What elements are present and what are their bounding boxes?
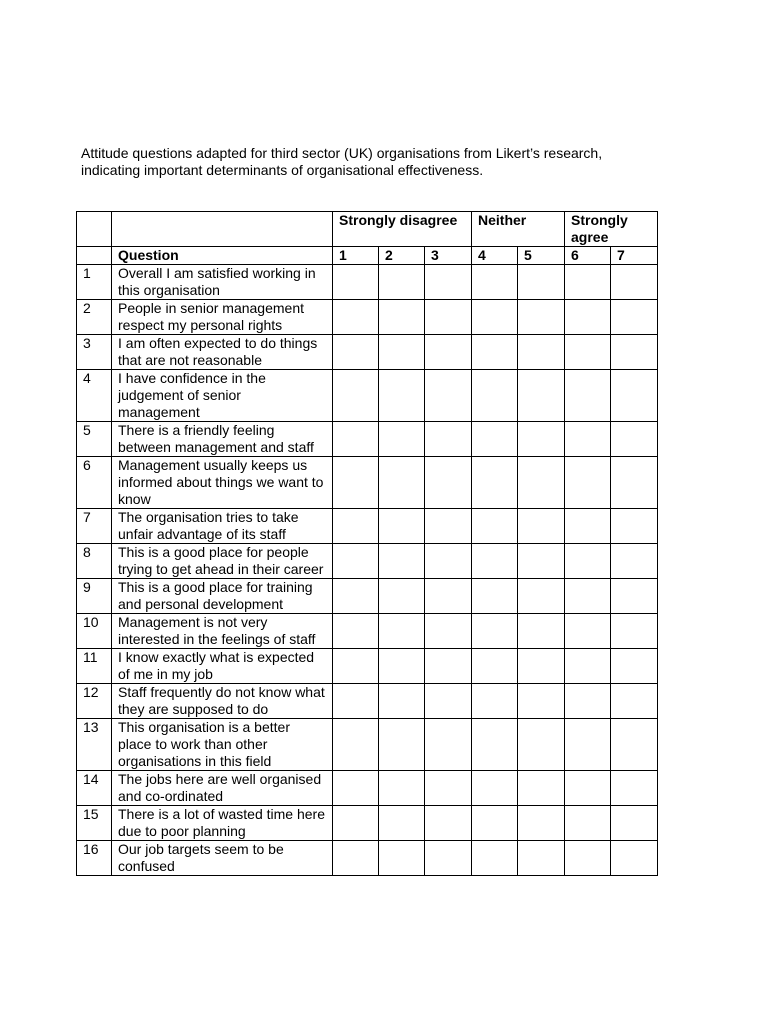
question-number: 13 [77,719,112,771]
rating-cell-1[interactable] [333,684,379,719]
rating-cell-4[interactable] [472,684,518,719]
rating-cell-6[interactable] [565,771,611,806]
rating-cell-2[interactable] [379,370,425,422]
rating-cell-2[interactable] [379,771,425,806]
question-text: Overall I am satisfied working in this organisation [112,265,333,300]
rating-cell-5[interactable] [518,719,565,771]
likert-survey-table [76,211,658,876]
rating-cell-6[interactable] [565,806,611,841]
rating-cell-5[interactable] [518,509,565,544]
rating-cell-6[interactable] [565,422,611,457]
question-number: 3 [77,335,112,370]
question-text: There is a lot of wasted time here due to poor planning [112,806,333,841]
intro-line-1: Attitude questions adapted for third sector (UK) organisations from Likert’s research, [81,145,603,161]
strongly-agree-header: Strongly agree [565,212,658,247]
question-row [77,265,658,300]
rating-cell-7[interactable] [611,335,658,370]
rating-cell-6[interactable] [565,370,611,422]
rating-cell-5[interactable] [518,579,565,614]
rating-cell-3[interactable] [425,335,472,370]
rating-cell-3[interactable] [425,684,472,719]
question-row [77,684,658,719]
rating-cell-3[interactable] [425,614,472,649]
strongly-disagree-header: Strongly disagree [333,212,472,247]
rating-cell-6[interactable] [565,719,611,771]
scale-number-7: 7 [611,247,658,265]
rating-cell-1[interactable] [333,719,379,771]
question-row [77,719,658,771]
rating-cell-3[interactable] [425,719,472,771]
rating-cell-3[interactable] [425,265,472,300]
rating-cell-7[interactable] [611,806,658,841]
rating-cell-4[interactable] [472,422,518,457]
question-text: I am often expected to do things that are not reasonable [112,335,333,370]
rating-cell-7[interactable] [611,649,658,684]
rating-cell-6[interactable] [565,544,611,579]
rating-cell-3[interactable] [425,457,472,509]
rating-cell-4[interactable] [472,300,518,335]
empty-header-cell [112,212,333,247]
scale-number-5: 5 [518,247,565,265]
scale-number-3: 3 [425,247,472,265]
rating-cell-3[interactable] [425,300,472,335]
rating-cell-4[interactable] [472,649,518,684]
rating-cell-6[interactable] [565,649,611,684]
rating-cell-7[interactable] [611,579,658,614]
rating-cell-6[interactable] [565,841,611,876]
question-number: 12 [77,684,112,719]
question-text: Management is not very interested in the feelings of staff [112,614,333,649]
rating-cell-7[interactable] [611,265,658,300]
rating-cell-7[interactable] [611,614,658,649]
question-row [77,649,658,684]
question-text: People in senior management respect my personal rights [112,300,333,335]
rating-cell-3[interactable] [425,806,472,841]
rating-cell-5[interactable] [518,422,565,457]
rating-cell-2[interactable] [379,422,425,457]
question-number: 15 [77,806,112,841]
rating-cell-7[interactable] [611,841,658,876]
rating-cell-6[interactable] [565,457,611,509]
rating-cell-4[interactable] [472,509,518,544]
rating-cell-1[interactable] [333,579,379,614]
rating-cell-1[interactable] [333,370,379,422]
question-text: I have confidence in the judgement of senior management [112,370,333,422]
rating-cell-3[interactable] [425,509,472,544]
scale-number-2: 2 [379,247,425,265]
question-row [77,544,658,579]
rating-cell-1[interactable] [333,614,379,649]
rating-cell-5[interactable] [518,684,565,719]
rating-cell-3[interactable] [425,544,472,579]
question-number: 7 [77,509,112,544]
rating-cell-1[interactable] [333,422,379,457]
rating-cell-2[interactable] [379,684,425,719]
question-number: 1 [77,265,112,300]
question-number: 9 [77,579,112,614]
question-row [77,335,658,370]
rating-cell-1[interactable] [333,509,379,544]
rating-cell-3[interactable] [425,771,472,806]
rating-cell-4[interactable] [472,614,518,649]
question-text: I know exactly what is expected of me in my job [112,649,333,684]
rating-cell-1[interactable] [333,457,379,509]
question-text: Our job targets seem to be confused [112,841,333,876]
rating-cell-2[interactable] [379,579,425,614]
column-header-row [77,247,658,265]
rating-cell-2[interactable] [379,265,425,300]
rating-cell-4[interactable] [472,265,518,300]
rating-cell-2[interactable] [379,806,425,841]
empty-header-cell [77,247,112,265]
rating-cell-7[interactable] [611,719,658,771]
question-number: 2 [77,300,112,335]
rating-cell-3[interactable] [425,841,472,876]
rating-cell-2[interactable] [379,649,425,684]
rating-cell-4[interactable] [472,841,518,876]
rating-cell-4[interactable] [472,457,518,509]
rating-cell-2[interactable] [379,614,425,649]
rating-cell-6[interactable] [565,684,611,719]
question-text: This organisation is a better place to work than other organisations in this field [112,719,333,771]
rating-cell-1[interactable] [333,771,379,806]
empty-header-cell [77,212,112,247]
rating-cell-5[interactable] [518,457,565,509]
rating-cell-5[interactable] [518,841,565,876]
rating-cell-5[interactable] [518,300,565,335]
rating-cell-4[interactable] [472,579,518,614]
rating-cell-7[interactable] [611,509,658,544]
rating-cell-3[interactable] [425,422,472,457]
rating-cell-7[interactable] [611,684,658,719]
question-text: The jobs here are well organised and co-ordinated [112,771,333,806]
intro-line-2: indicating important determinants of organisational effectiveness. [81,162,484,178]
rating-cell-7[interactable] [611,300,658,335]
question-header: Question [112,247,333,265]
rating-cell-6[interactable] [565,579,611,614]
rating-cell-1[interactable] [333,300,379,335]
question-number: 8 [77,544,112,579]
rating-cell-1[interactable] [333,841,379,876]
question-text: This is a good place for training and personal development [112,579,333,614]
rating-cell-1[interactable] [333,265,379,300]
scale-number-4: 4 [472,247,518,265]
rating-cell-6[interactable] [565,300,611,335]
question-text: The organisation tries to take unfair advantage of its staff [112,509,333,544]
question-number: 14 [77,771,112,806]
rating-cell-1[interactable] [333,544,379,579]
question-row [77,614,658,649]
rating-cell-1[interactable] [333,335,379,370]
rating-cell-5[interactable] [518,649,565,684]
question-row [77,422,658,457]
rating-cell-4[interactable] [472,370,518,422]
rating-cell-2[interactable] [379,719,425,771]
question-row [77,300,658,335]
question-number: 16 [77,841,112,876]
rating-cell-3[interactable] [425,649,472,684]
question-row [77,841,658,876]
intro-paragraph [81,145,681,179]
rating-cell-5[interactable] [518,806,565,841]
rating-cell-6[interactable] [565,335,611,370]
rating-cell-4[interactable] [472,544,518,579]
rating-cell-7[interactable] [611,457,658,509]
question-text: Management usually keeps us informed about things we want to know [112,457,333,509]
rating-cell-2[interactable] [379,457,425,509]
neither-header: Neither [472,212,565,247]
scale-number-1: 1 [333,247,379,265]
rating-cell-4[interactable] [472,719,518,771]
question-number: 4 [77,370,112,422]
rating-cell-3[interactable] [425,579,472,614]
rating-cell-6[interactable] [565,509,611,544]
rating-cell-7[interactable] [611,771,658,806]
question-number: 11 [77,649,112,684]
rating-cell-5[interactable] [518,771,565,806]
question-number: 5 [77,422,112,457]
rating-cell-2[interactable] [379,841,425,876]
scale-header-row [77,212,658,247]
question-text: There is a friendly feeling between management and staff [112,422,333,457]
rating-cell-5[interactable] [518,335,565,370]
rating-cell-5[interactable] [518,544,565,579]
rating-cell-6[interactable] [565,265,611,300]
rating-cell-1[interactable] [333,806,379,841]
rating-cell-1[interactable] [333,649,379,684]
rating-cell-7[interactable] [611,544,658,579]
rating-cell-4[interactable] [472,806,518,841]
rating-cell-3[interactable] [425,370,472,422]
question-row [77,509,658,544]
rating-cell-2[interactable] [379,544,425,579]
rating-cell-4[interactable] [472,335,518,370]
rating-cell-5[interactable] [518,265,565,300]
question-number: 6 [77,457,112,509]
rating-cell-7[interactable] [611,370,658,422]
question-row [77,579,658,614]
scale-number-6: 6 [565,247,611,265]
question-row [77,457,658,509]
rating-cell-6[interactable] [565,614,611,649]
rating-cell-7[interactable] [611,422,658,457]
rating-cell-2[interactable] [379,335,425,370]
rating-cell-5[interactable] [518,370,565,422]
question-number: 10 [77,614,112,649]
rating-cell-2[interactable] [379,509,425,544]
question-row [77,806,658,841]
rating-cell-2[interactable] [379,300,425,335]
question-row [77,370,658,422]
rating-cell-4[interactable] [472,771,518,806]
question-text: Staff frequently do not know what they are supposed to do [112,684,333,719]
rating-cell-5[interactable] [518,614,565,649]
question-row [77,771,658,806]
question-text: This is a good place for people trying to get ahead in their career [112,544,333,579]
